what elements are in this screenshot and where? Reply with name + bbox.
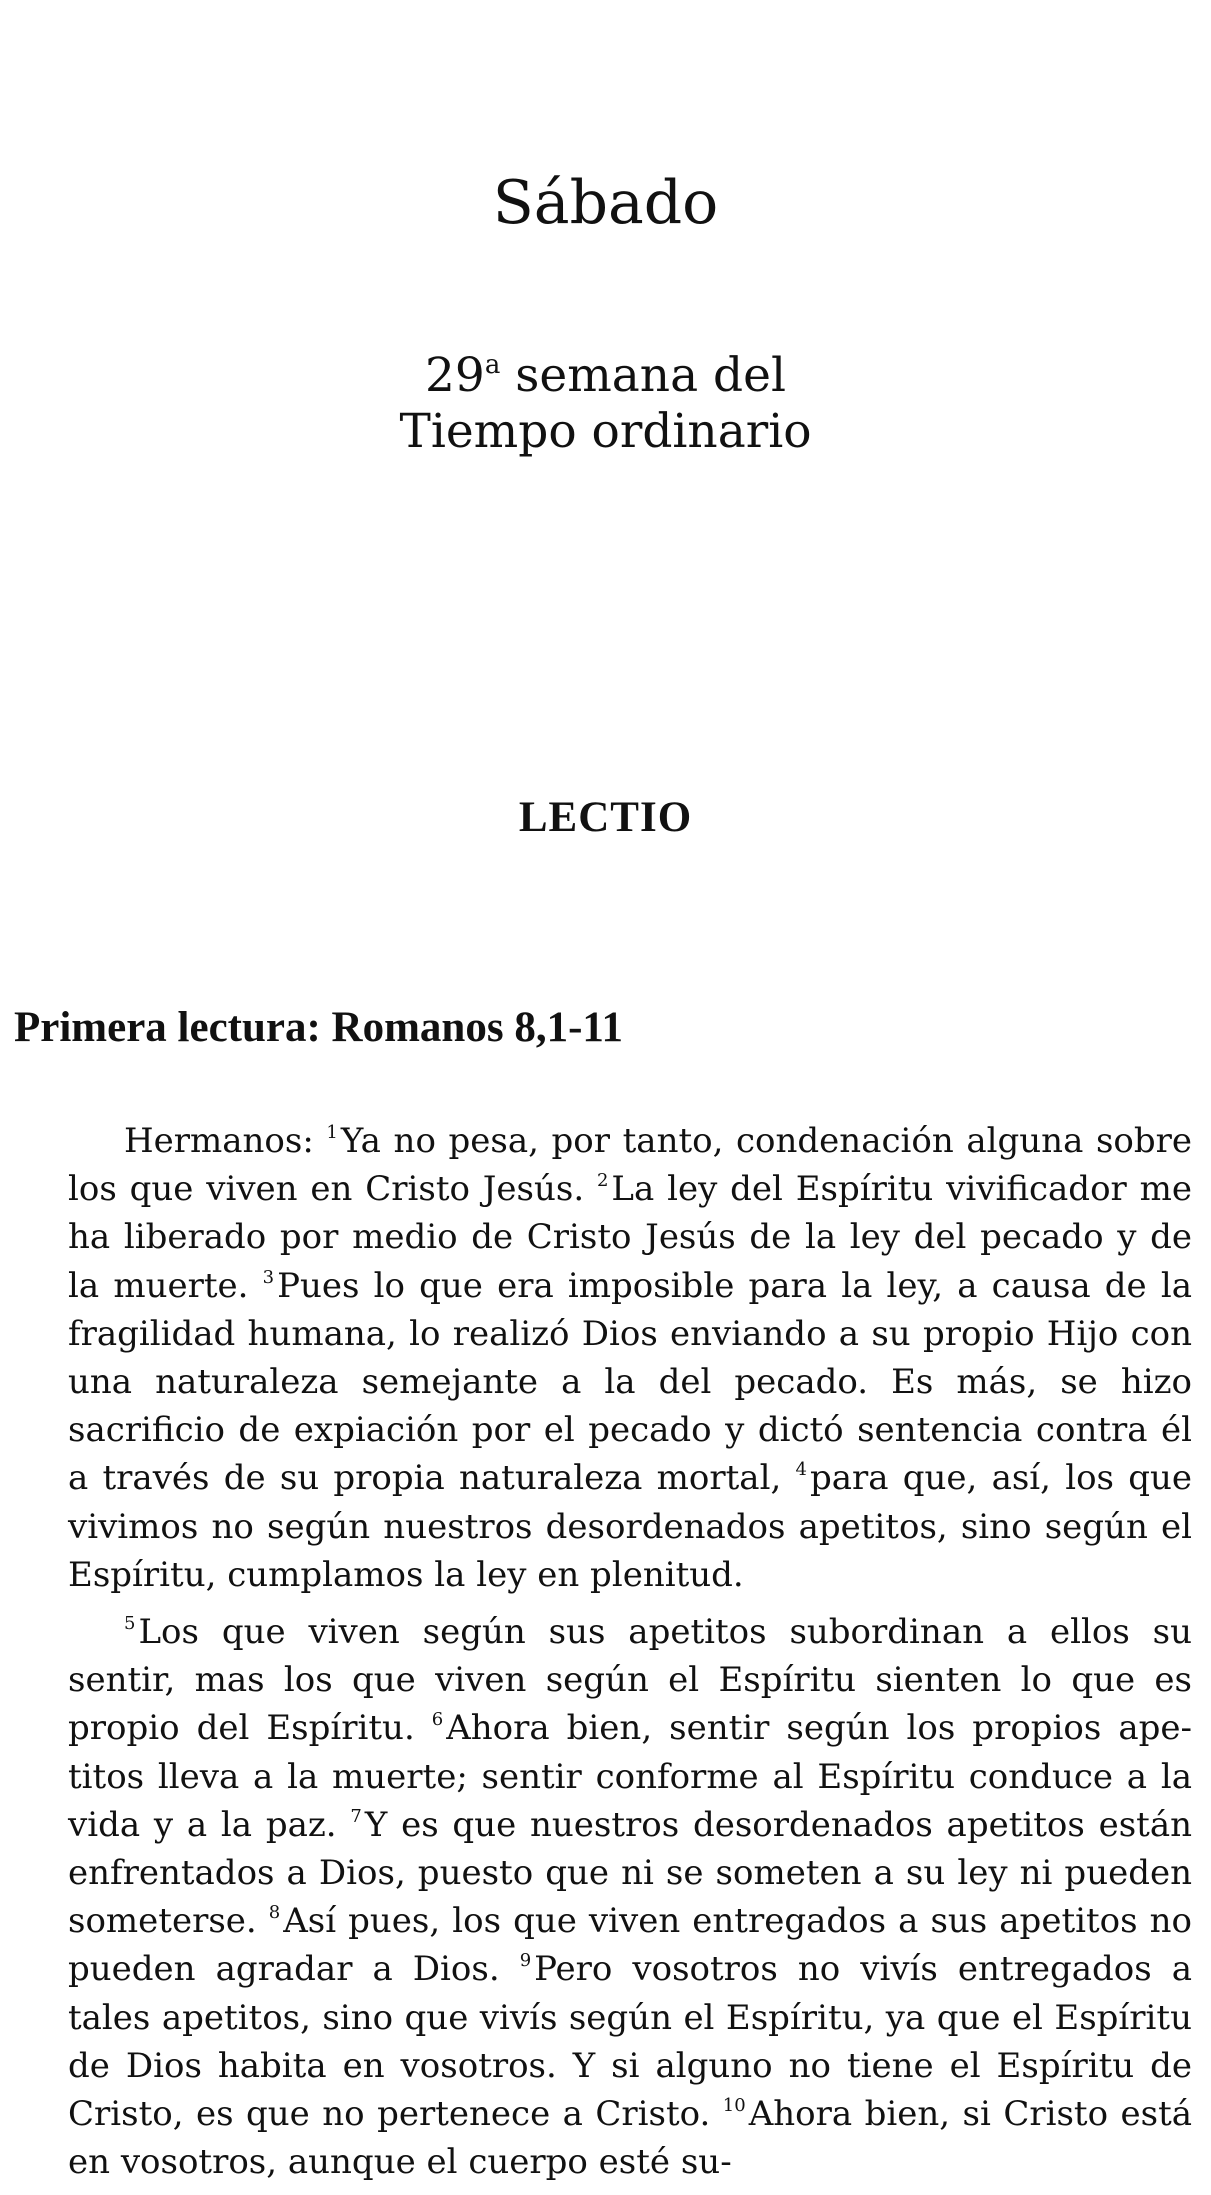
verse-text: Ya no pesa, por tanto, condenación alguna sobre los que viven en Cristo Jesús. (68, 1121, 1192, 1210)
reading-paragraph (68, 1117, 1192, 1599)
verse-text: Ahora bien, sentir según los propios apetitos lleva a la muerte; sentir conforme al Espíritu conduce a la vida y a la paz. (68, 1708, 1192, 1845)
verse-text: Pero vosotros no vivís entregados a tales apetitos, sino que vivís según el Espíritu, ya que el Espíritu de Dios habita en vosotros. Y si alguno no tiene el Espíritu de Cristo, es que no pertenece a Cristo. (68, 1949, 1192, 2135)
verse-number: 2 (596, 1170, 609, 1192)
week-line-1-rest: semana del (500, 348, 786, 403)
verse-text: Hermanos: (124, 1121, 327, 1161)
week-number: 29 (425, 348, 485, 403)
reading-paragraph (68, 1608, 1192, 2186)
reading-text (68, 1117, 1192, 2195)
verse-number: 5 (124, 1613, 136, 1635)
week-ordinal-mark: a (484, 350, 501, 380)
verse-number: 6 (431, 1709, 444, 1731)
verse-text: Y es que nuestros desordenados apetitos están enfrentados a Dios, puesto que ni se someten a su ley ni pueden someterse. (68, 1804, 1192, 1942)
verse-text: Así pues, los que viven entregados a sus apetitos no pueden agradar a Dios. (68, 1901, 1192, 1990)
verse-text: para que, así, los que vivimos no según nuestros desordenados apetitos, sino según el Espíritu, cumplamos la ley en plenitud. (68, 1458, 1193, 1595)
verse-number: 9 (519, 1950, 532, 1972)
week-line-2: Tiempo ordinario (399, 404, 812, 459)
week-subtitle (0, 348, 1211, 460)
verse-text: Pues lo que era imposible para la ley, a causa de la fragilidad humana, lo realizó Dios enviando a su propio Hijo con una naturaleza semejante a la del pecado. Es más, se hizo sacrificio de expiación por el pecado y dictó sentencia contra él a través de su propia naturaleza mortal, (68, 1265, 1192, 1499)
verse-number: 8 (268, 1902, 281, 1924)
verse-number: 4 (795, 1459, 807, 1481)
verse-text: Los que viven según sus apetitos subordinan a ellos su sentir, mas los que viven según el Espíritu sienten lo que es propio del Espíritu. (68, 1612, 1192, 1749)
verse-number: 1 (326, 1122, 338, 1143)
section-heading: LECTIO (518, 794, 693, 841)
week-line-1 (0, 348, 1211, 404)
day-title: Sábado (492, 168, 719, 238)
reading-heading: Primera lectura: Romanos 8,1-11 (14, 1004, 624, 1051)
verse-number: 10 (722, 2095, 746, 2117)
verse-text: Ahora bien, si Cristo está en vosotros, aunque el cuerpo esté su- (68, 2094, 1193, 2183)
verse-text: La ley del Espíritu vivificador me ha liberado por medio de Cristo Jesús de la ley del pecado y de la muerte. (68, 1169, 1192, 1306)
verse-number: 3 (262, 1266, 275, 1288)
verse-number: 7 (350, 1805, 362, 1827)
